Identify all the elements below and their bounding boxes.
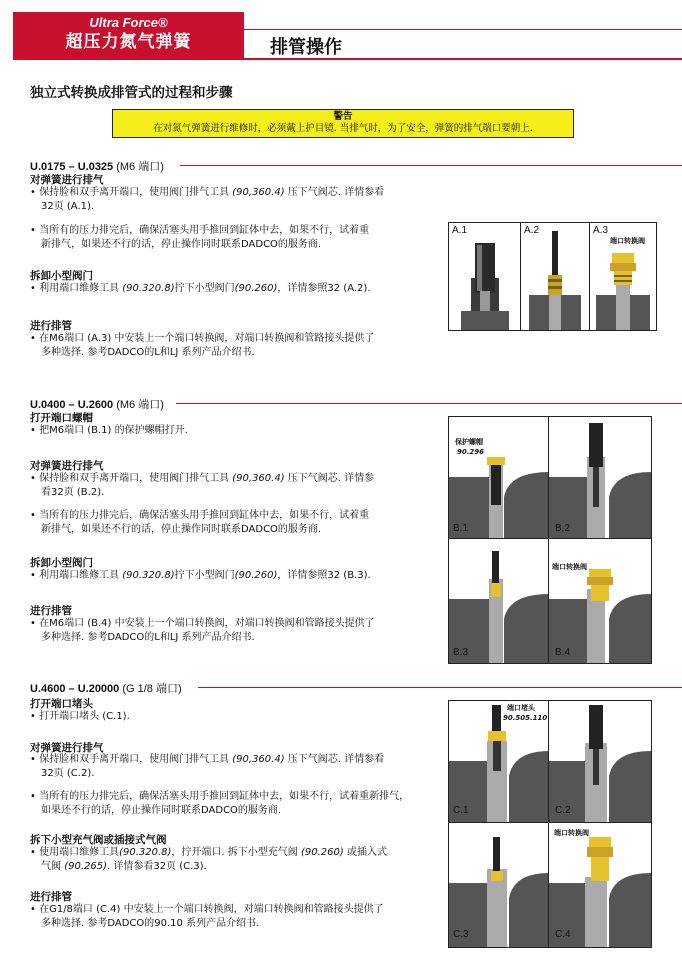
figure-c2-label: C.2	[555, 805, 571, 816]
warning-text: 在对氮气弹簧进行维修时，必须戴上护目镜. 当排气时，为了安全，弹簧的排气端口要朝上.	[153, 123, 533, 134]
figure-a3-label: A.3	[593, 225, 609, 236]
brand-box	[13, 12, 244, 58]
section-a-bullet-1: • 保持脸和双手离开端口，使用阀门排气工具 (90,360.4) 压下气阀芯. 详情参看 32页 (A.1).	[30, 187, 385, 212]
figure-b1-note: 保护螺帽	[455, 438, 483, 446]
warning-title: 警告	[333, 111, 353, 122]
section-a-bullet-2: • 当所有的压力排完后，确保活塞头用手推回到缸体中去，如果不行，试着重 新排气，如果还不行的话，停止操作同时联系DADCO的服务商.	[30, 225, 370, 250]
figure-b3	[448, 538, 550, 664]
section-a-rule	[180, 165, 682, 166]
brand-name-en: Ultra Force®	[89, 15, 168, 30]
figure-c2	[548, 700, 652, 824]
figure-b2-drawing	[549, 417, 651, 539]
figure-b4	[548, 538, 652, 664]
figure-c1	[448, 700, 550, 824]
section-b-heading-4: 进行排管	[30, 605, 72, 617]
section-b-bullet-1: • 把M6端口 (B.1) 的保护螺帽打开.	[30, 425, 188, 436]
figure-c3	[448, 822, 550, 948]
section-a-port: (M6 端口)	[113, 161, 164, 173]
figure-a2-label: A.2	[524, 225, 540, 236]
section-b-heading-3: 拆卸小型阀门	[30, 557, 93, 569]
section-b-bullet-3: • 当所有的压力排完后，确保活塞头用手推回到缸体中去，如果不行，试着重 新排气，如果还不行的话，停止操作同时联系DADCO的服务商.	[30, 510, 370, 535]
figure-b1-part-number: 90.296	[457, 448, 485, 456]
figure-b3-drawing	[449, 539, 549, 663]
section-a-heading-3: 进行排管	[30, 320, 72, 332]
section-c-heading-4: 进行排管	[30, 891, 72, 903]
figure-b1-drawing	[449, 417, 549, 539]
figure-c4	[548, 822, 652, 948]
section-b-heading-1: 打开端口螺帽	[30, 412, 93, 424]
figure-b2-label: B.2	[555, 523, 571, 534]
section-c-bullet-1: • 打开端口堵头 (C.1).	[30, 711, 130, 722]
figure-a2-drawing	[521, 223, 591, 330]
section-c-bullet-3: • 当所有的压力排完后，确保活塞头用手推回到缸体中去，如果不行，试着重新排气， 如果还不行的话，停止操作同时联系DADCO的服务商.	[30, 791, 410, 816]
section-b-bullet-5: • 在M6端口 (B.4) 中安装上一个端口转换阀，对端口转换阀和管路接头提供了 多种选择. 参考DADCO的L和LJ 系列产品介绍书.	[30, 618, 375, 643]
section-a-heading-2: 拆卸小型阀门	[30, 270, 93, 282]
section-c-heading-3: 拆下小型充气阀或插接式气阀	[30, 834, 167, 846]
section-c-bullet-2: • 保持脸和双手离开端口，使用阀门排气工具 (90,360.4) 压下气阀芯. 详情参看 32页 (C.2).	[30, 754, 385, 779]
section-a-heading-1: 对弹簧进行排气	[30, 174, 104, 186]
section-b-range: U.0400 – U.2600	[30, 399, 114, 411]
figure-c4-note: 端口转换阀	[554, 829, 589, 837]
figure-b4-drawing	[549, 539, 651, 663]
section-c-heading-2: 对弹簧进行排气	[30, 742, 104, 754]
figure-a3	[589, 222, 657, 331]
figure-c1-label: C.1	[453, 805, 469, 816]
figure-a1-drawing	[449, 223, 521, 330]
figure-a2	[520, 222, 592, 331]
figure-a1-label: A.1	[452, 225, 468, 236]
figure-b1	[448, 416, 550, 540]
figure-b2	[548, 416, 652, 540]
section-b-bullet-4: • 利用端口维修工具 (90.320.8)拧下小型阀门(90.260)，详情参照32 (B.3).	[30, 570, 371, 581]
header-divider	[13, 58, 682, 60]
section-c-bullet-4: • 使用端口维修工具(90.320.8)，拧开端口. 拆下小型充气阀 (90.260) 或插入式 气阀 (90.265). 详情参看32页 (C.3).	[30, 847, 387, 872]
figure-a3-note: 端口转换阀	[610, 237, 645, 245]
section-b-bullet-2: • 保持脸和双手离开端口，使用阀门排气工具 (90,360.4) 压下气阀芯. 详情参 看32页 (B.2).	[30, 473, 375, 498]
section-c-heading-1: 打开端口堵头	[30, 698, 93, 710]
section-c-port: (G 1/8 端口)	[119, 683, 182, 695]
figure-c4-label: C.4	[555, 929, 571, 940]
page-title: 排管操作	[270, 37, 342, 58]
section-b-heading-2: 对弹簧进行排气	[30, 460, 104, 472]
brand-name-cn: 超压力氮气弹簧	[65, 32, 192, 52]
section-c-title	[30, 680, 182, 696]
figure-c1-note: 端口堵头	[507, 704, 535, 712]
section-c-range: U.4600 – U.20000	[30, 683, 120, 695]
figure-b4-note: 端口转换阀	[552, 563, 587, 571]
figure-a1	[448, 222, 522, 331]
section-a-range: U.0175 – U.0325	[30, 161, 114, 173]
section-a-bullet-3: • 利用端口维修工具 (90.320.8)拧下小型阀门(90.260)，详情参照32 (A.2).	[30, 283, 371, 294]
warning-box	[112, 109, 574, 138]
section-b-port: (M6 端口)	[113, 399, 164, 411]
section-a-bullet-4: • 在M6端口 (A.3) 中安装上一个端口转换阀，对端口转换阀和管路接头提供了 多种选择. 参考DADCO的L和LJ 系列产品介绍书.	[30, 333, 375, 358]
main-heading: 独立式转换成排管式的过程和步骤	[30, 85, 233, 101]
figure-b1-label: B.1	[453, 523, 469, 534]
figure-b4-label: B.4	[555, 647, 571, 658]
section-b-rule	[176, 403, 682, 404]
figure-c3-label: C.3	[453, 929, 469, 940]
figure-c1-part-number: 90.505.110	[503, 714, 548, 722]
section-c-bullet-5: • 在G1/8端口 (C.4) 中安装上一个端口转换阀，对端口转换阀和管路接头提供了 多种选择. 参考DADCO的90.10 系列产品介绍书.	[30, 904, 384, 929]
header-rule	[244, 29, 682, 30]
figure-b3-label: B.3	[453, 647, 469, 658]
section-c-rule	[198, 687, 682, 688]
